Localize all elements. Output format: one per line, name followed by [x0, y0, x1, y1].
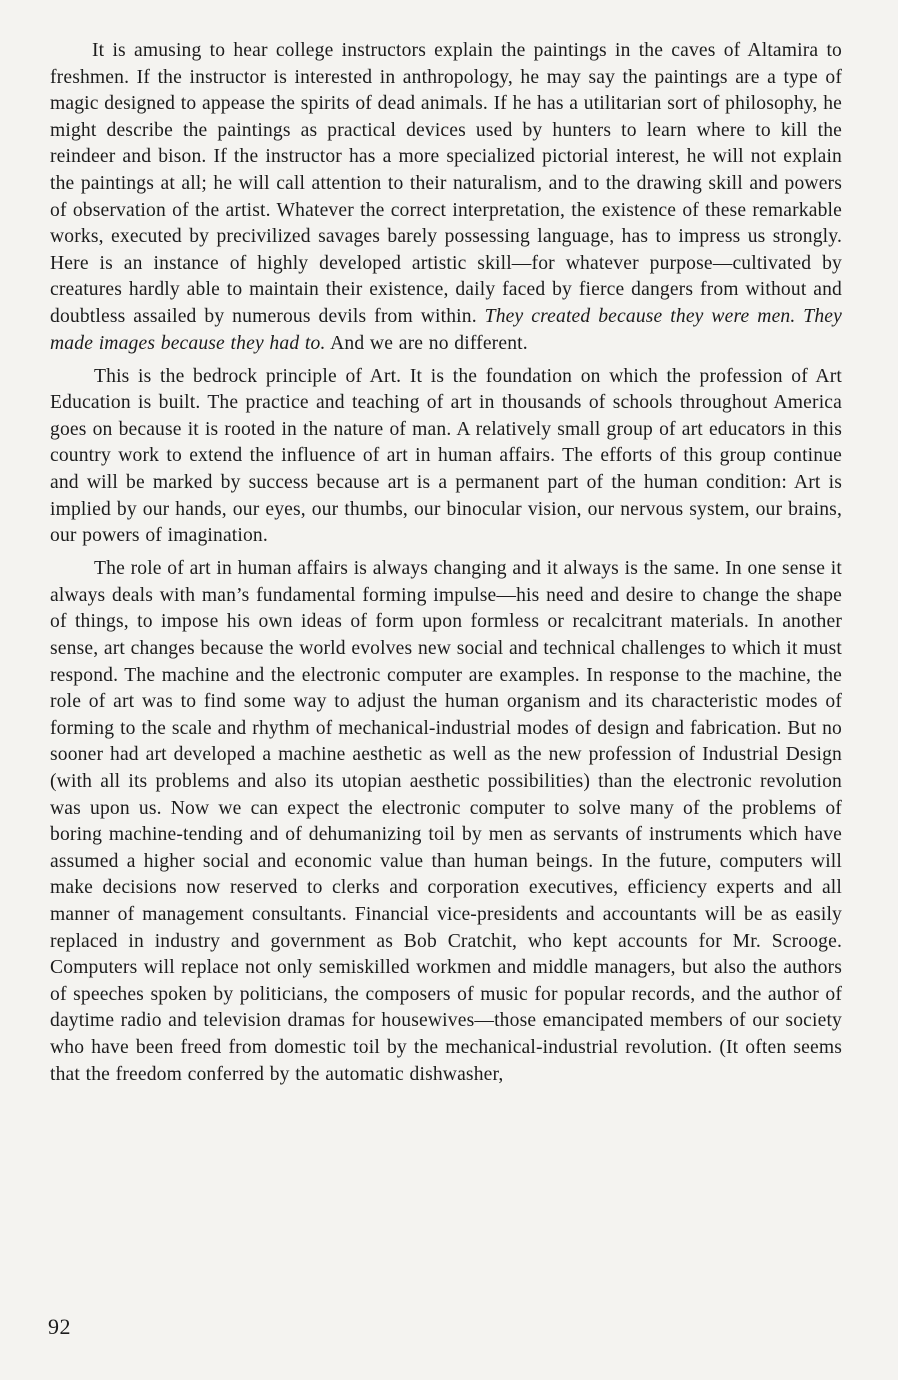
- paragraph-altamira-closing: And we are no different.: [330, 332, 528, 354]
- paragraph-altamira-text: It is amusing to hear college instructors explain the paintings in the caves of Altamira to freshmen. If the instructor is interested in anthropology, he may say the paintings are a type of magic designed to appease the spirits of dead animals. If he has a utilitarian sort of philosophy, he might describe the paintings as practical devices used by hunters to learn where to kill the reindeer and bison. If the instructor has a more specialized pictorial interest, he will not explain the paintings at all; he will call attention to their naturalism, and to the drawing skill and powers of observation of the artist. Whatever the correct interpretation, the existence of these remarkable works, executed by precivilized savages barely possessing language, has to impress us strongly. Here is an instance of highly developed artistic skill—for whatever purpose—cultivated by creatures hardly able to maintain their existence, daily faced by fierce dangers from without and doubtless assailed by numerous devils from within.: [50, 40, 842, 327]
- emphasized-sentence: They created because they were men. They made images because they had to.: [50, 305, 842, 354]
- paragraph-bedrock-principle: This is the bedrock principle of Art. It is the foundation on which the profession of Art Education is built. The practice and teaching of art in thousands of schools throughout America goes on because it is rooted in the nature of man. A relatively small group of art educators in this country work to extend the influence of art in human affairs. The efforts of this group continue and will be marked by success because art is a permanent part of the human condition: Art is implied by our hands, our eyes, our thumbs, our binocular vision, our nervous system, our brains, our powers of imagination.: [50, 365, 842, 547]
- paragraph-altamira: [50, 38, 842, 357]
- page-body: [50, 38, 842, 1095]
- paragraph-role-of-art: The role of art in human affairs is always changing and it always is the same. In one sense it always deals with man’s fundamental forming impulse—his need and desire to change the shape of things, to impose his own ideas of form upon formless or recalcitrant materials. In another sense, art changes because the world evolves new social and technical challenges to which it must respond. The machine and the electronic computer are examples. In response to the machine, the role of art was to find some way to adjust the human organism and its characteristic modes of forming to the scale and rhythm of mechanical-industrial modes of design and fabrication. But no sooner had art developed a machine aesthetic as well as the new profession of Industrial Design (with all its problems and also its utopian aesthetic possibilities) than the electronic revolution was upon us. Now we can expect the electronic computer to solve many of the problems of boring machine-tending and of dehumanizing toil by men as servants of instruments which have assumed a higher social and economic value than human beings. In the future, computers will make decisions now reserved to clerks and corporation executives, efficiency experts and all manner of management consultants. Financial vice-presidents and accountants will be as easily replaced in industry and government as Bob Cratchit, who kept accounts for Mr. Scrooge. Computers will replace not only semiskilled workmen and middle managers, but also the authors of speeches spoken by politicians, the composers of music for popular records, and the author of daytime radio and television dramas for housewives—those emancipated members of our society who have been freed from domestic toil by the mechanical-industrial revolution. (It often seems that the freedom conferred by the automatic dishwasher,: [50, 558, 842, 1085]
- page-number: 92: [48, 1314, 71, 1339]
